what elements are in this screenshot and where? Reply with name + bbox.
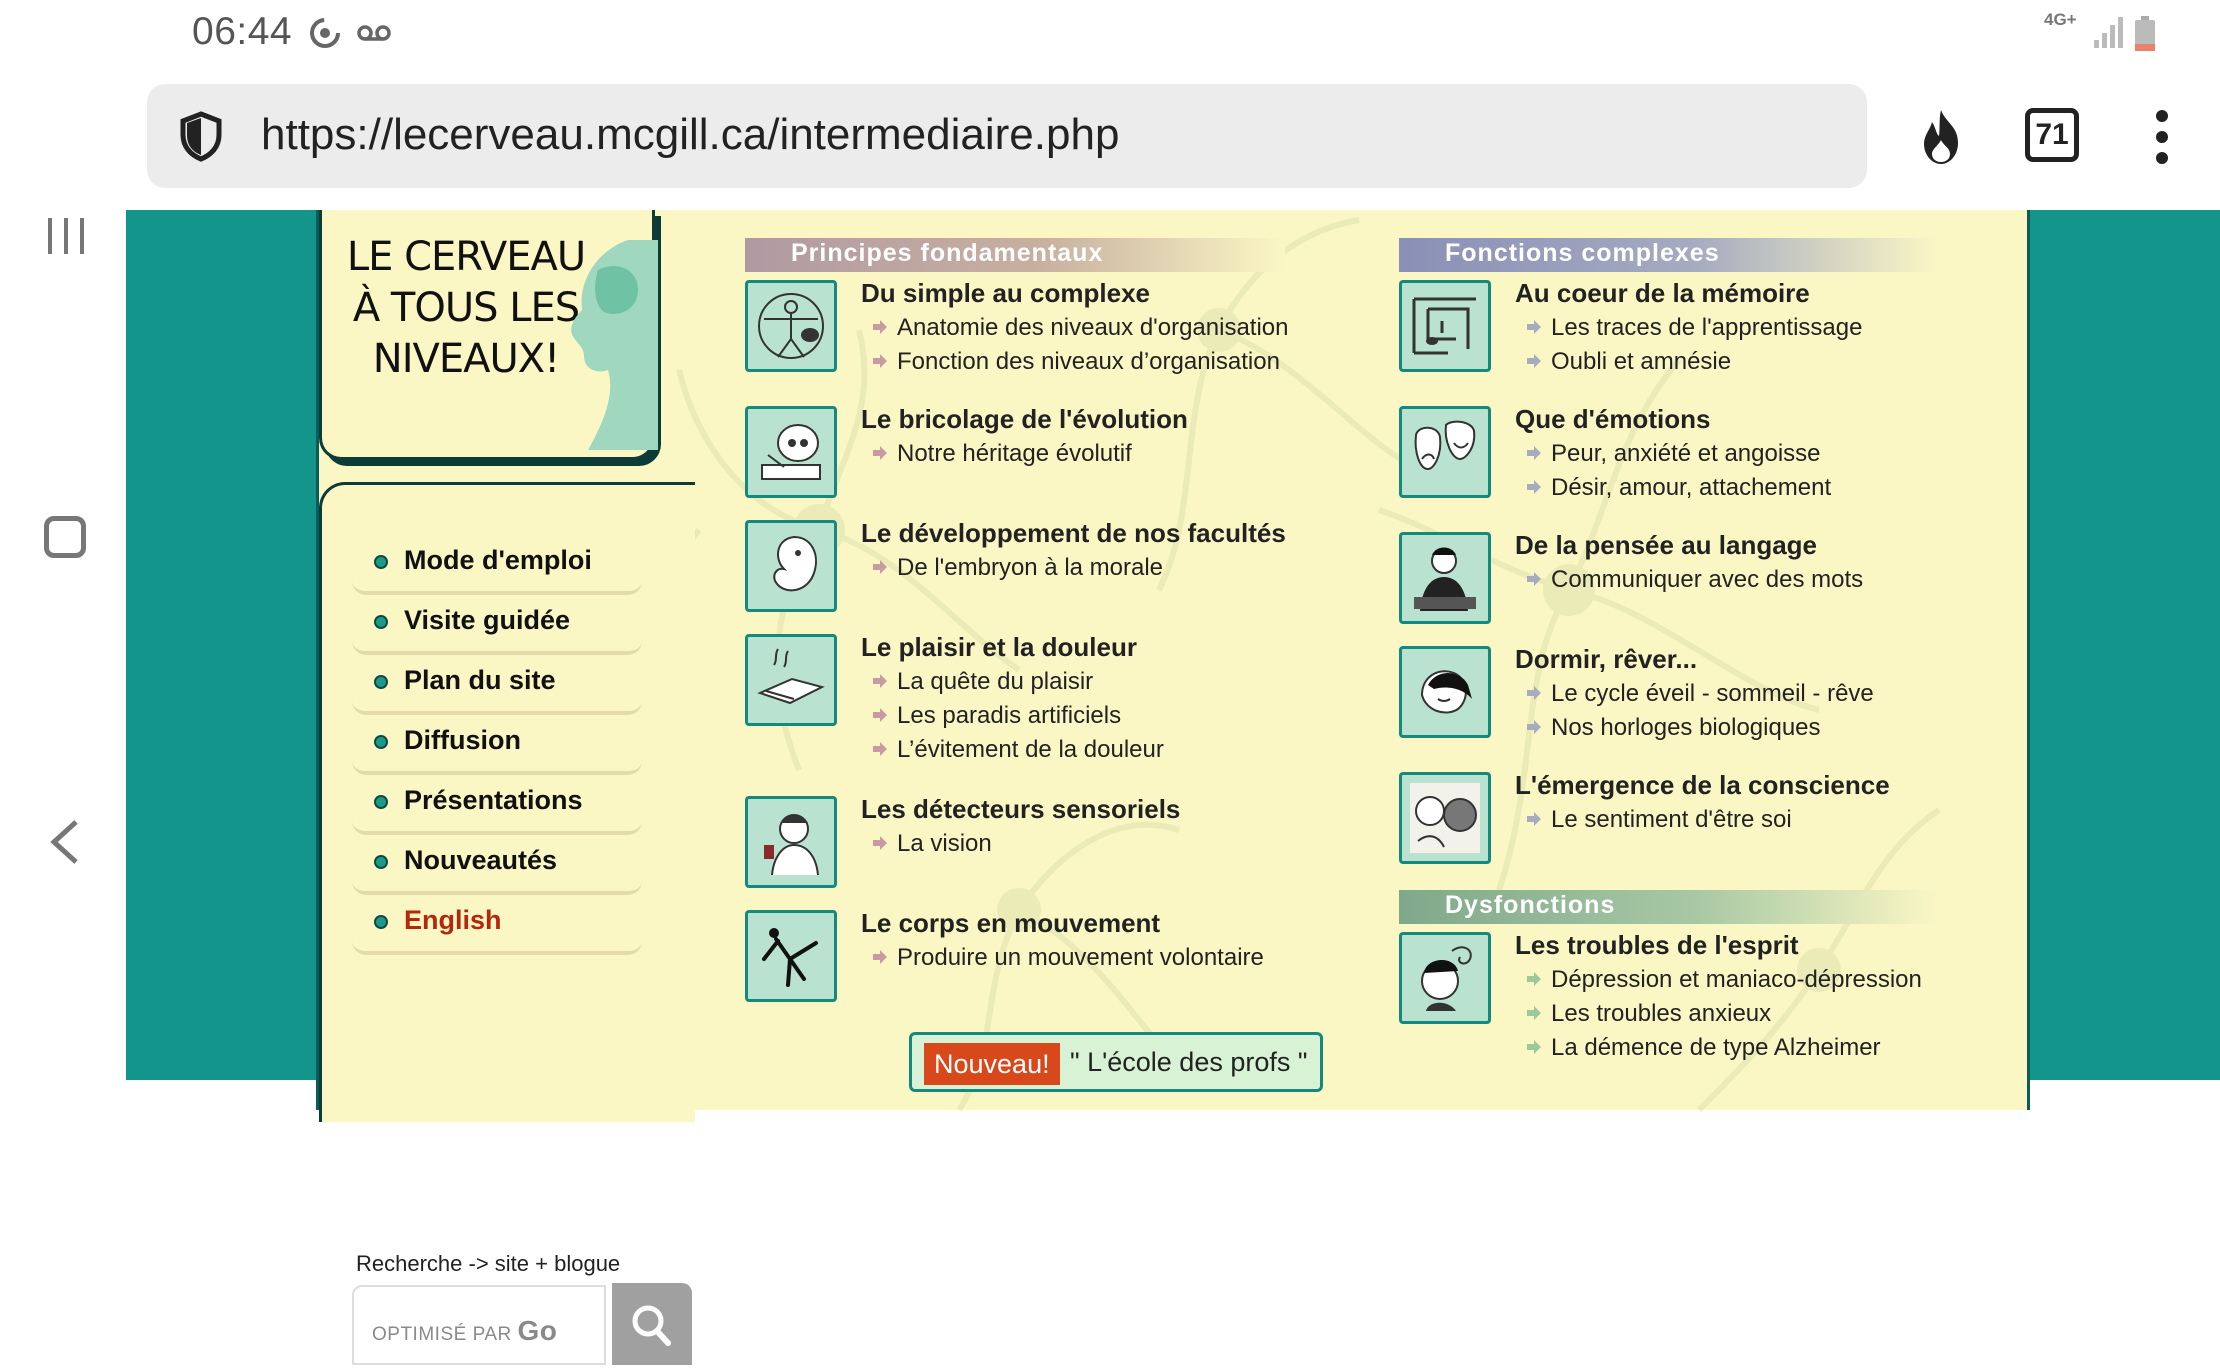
bullet-icon (374, 615, 388, 629)
menu-item-presentations[interactable] (352, 775, 642, 835)
thumb-faces-icon[interactable] (1399, 772, 1491, 864)
entry-sublink[interactable]: Communiquer avec des mots (1515, 566, 1863, 594)
menu-list (352, 535, 642, 955)
thumb-troubled-head-icon[interactable] (1399, 932, 1491, 1024)
thumb-maze-icon[interactable] (1399, 280, 1491, 372)
arrow-icon (1527, 972, 1541, 986)
thumb-speaker-icon[interactable] (1399, 532, 1491, 624)
nouveau-badge: Nouveau! (924, 1043, 1060, 1085)
search-input[interactable] (352, 1285, 606, 1365)
entry-sublink[interactable]: Le cycle éveil - sommeil - rêve (1515, 680, 1874, 708)
bullet-icon (374, 915, 388, 929)
logo-line-2: À TOUS LES (352, 285, 580, 331)
arrow-icon (1527, 686, 1541, 700)
nouveau-text[interactable]: " L'école des profs " (1070, 1047, 1308, 1077)
arrow-icon (873, 836, 887, 850)
menu-item-mode-emploi[interactable] (352, 535, 642, 595)
battery-icon (2134, 16, 2156, 52)
arrow-icon (873, 674, 887, 688)
menu-icon[interactable] (2150, 108, 2174, 166)
menu-item-plan-du-site[interactable] (352, 655, 642, 715)
arrow-icon (873, 320, 887, 334)
search-icon (612, 1283, 692, 1365)
entry-sublink[interactable]: Produire un mouvement volontaire (861, 944, 1264, 972)
shield-icon[interactable] (175, 110, 227, 162)
arrow-icon (1527, 446, 1541, 460)
thumb-dancer-icon[interactable] (745, 910, 837, 1002)
bullet-icon (374, 855, 388, 869)
arrow-icon (873, 742, 887, 756)
content-frame (316, 210, 2030, 1346)
entry-sublink[interactable]: La quête du plaisir (861, 668, 1093, 696)
thumb-vitruvian-icon[interactable] (745, 280, 837, 372)
logo-line-1: LE CERVEAU (346, 234, 586, 280)
thumb-embryo-icon[interactable] (745, 520, 837, 612)
voicemail-icon (356, 16, 392, 50)
arrow-icon (873, 950, 887, 964)
entry-title[interactable]: Le développement de nos facultés (861, 518, 1286, 548)
entry-title[interactable]: Que d'émotions (1515, 404, 1711, 434)
menu-item-label[interactable]: Présentations (404, 785, 583, 815)
entry-sublink[interactable]: Fonction des niveaux d’organisation (861, 348, 1280, 376)
entry-sublink[interactable]: De l'embryon à la morale (861, 554, 1163, 582)
system-navigation-bar (0, 210, 126, 1080)
home-icon[interactable] (44, 516, 86, 558)
entry-sublink[interactable]: Le sentiment d'être soi (1515, 806, 1792, 834)
back-icon[interactable] (48, 818, 82, 866)
menu-item-label[interactable]: Diffusion (404, 725, 521, 755)
arrow-icon (1527, 320, 1541, 334)
bullet-icon (374, 675, 388, 689)
entry-title[interactable]: L'émergence de la conscience (1515, 770, 1890, 800)
logo-line-3: NIVEAUX! (372, 336, 560, 382)
entry-title[interactable]: Du simple au complexe (861, 278, 1150, 308)
entry-sublink[interactable]: Peur, anxiété et angoisse (1515, 440, 1821, 468)
arrow-icon (873, 354, 887, 368)
entry-sublink[interactable]: La démence de type Alzheimer (1515, 1034, 1881, 1062)
menu-item-diffusion[interactable] (352, 715, 642, 775)
section-header-fonctions (1399, 238, 2019, 272)
recent-apps-icon[interactable] (44, 216, 88, 256)
nouveau-banner[interactable] (909, 1032, 1323, 1092)
site-logo[interactable] (319, 210, 655, 460)
web-page (126, 210, 2220, 1346)
signal-icon (2092, 16, 2124, 50)
menu-item-label[interactable]: Plan du site (404, 665, 556, 695)
logo-text (336, 232, 596, 385)
section-title: Dysfonctions (1445, 891, 1616, 919)
menu-item-label[interactable]: Nouveautés (404, 845, 558, 875)
section-header-dysfonctions (1399, 890, 2019, 924)
entry-title[interactable]: Les détecteurs sensoriels (861, 794, 1181, 824)
clock: 06:44 (192, 10, 293, 53)
address-bar[interactable] (147, 84, 1867, 188)
arrow-icon (1527, 354, 1541, 368)
menu-item-nouveautes[interactable] (352, 835, 642, 895)
thumb-skull-icon[interactable] (745, 406, 837, 498)
arrow-icon (1527, 720, 1541, 734)
column-principes (745, 238, 1365, 971)
arrow-icon (1527, 1040, 1541, 1054)
arrow-icon (1527, 1006, 1541, 1020)
thumb-masks-icon[interactable] (1399, 406, 1491, 498)
entry-title[interactable]: Au coeur de la mémoire (1515, 278, 1810, 308)
arrow-icon (1527, 480, 1541, 494)
entry-sublink[interactable]: Dépression et maniaco-dépression (1515, 966, 1922, 994)
entry-sublink[interactable]: Anatomie des niveaux d'organisation (861, 314, 1289, 342)
entry-sublink[interactable]: L’évitement de la douleur (861, 736, 1164, 764)
menu-item-label[interactable]: Visite guidée (404, 605, 571, 635)
entry-title[interactable]: Le plaisir et la douleur (861, 632, 1137, 662)
entry-sublink[interactable]: La vision (861, 830, 992, 858)
search-placeholder: OPTIMISÉ PAR Go (372, 1315, 558, 1346)
thumb-taster-icon[interactable] (745, 796, 837, 888)
search-label: Recherche -> site + blogue (356, 1251, 621, 1276)
menu-item-english[interactable] (352, 895, 642, 955)
url-text[interactable]: https://lecerveau.mcgill.ca/intermediaire.php (261, 110, 1120, 159)
column-fonctions (1399, 238, 2019, 1061)
entry-title[interactable]: Le bricolage de l'évolution (861, 404, 1188, 434)
entry-title[interactable]: Le corps en mouvement (861, 908, 1161, 938)
menu-item-visite-guidee[interactable] (352, 595, 642, 655)
arrow-icon (1527, 572, 1541, 586)
status-bar (0, 0, 2220, 64)
sidebar-menu (319, 482, 695, 1346)
entry-sublink[interactable]: Désir, amour, attachement (1515, 474, 1831, 502)
arrow-icon (873, 708, 887, 722)
entry-title[interactable]: Dormir, rêver... (1515, 644, 1698, 674)
entry-sublink[interactable]: Les traces de l'apprentissage (1515, 314, 1862, 342)
bullet-icon (374, 555, 388, 569)
entry-sublink[interactable]: Les troubles anxieux (1515, 1000, 1771, 1028)
entry-sublink[interactable]: Notre héritage évolutif (861, 440, 1132, 468)
menu-item-label[interactable]: English (404, 905, 502, 935)
arrow-icon (1527, 812, 1541, 826)
thumb-bed-icon[interactable] (745, 634, 837, 726)
entry-title[interactable]: De la pensée au langage (1515, 530, 1818, 560)
bullet-icon (374, 795, 388, 809)
sync-icon (308, 16, 342, 50)
tabs-button[interactable]: 71 (2025, 108, 2079, 162)
bullet-icon (374, 735, 388, 749)
entry-sublink[interactable]: Nos horloges biologiques (1515, 714, 1821, 742)
section-title: Principes fondamentaux (791, 239, 1104, 267)
section-title: Fonctions complexes (1445, 239, 1720, 267)
search-button[interactable] (612, 1283, 692, 1365)
entry-title[interactable]: Les troubles de l'esprit (1515, 930, 1799, 960)
arrow-icon (873, 560, 887, 574)
section-header-principes (745, 238, 1365, 272)
head-silhouette-icon (558, 240, 658, 450)
thumb-sleeper-icon[interactable] (1399, 646, 1491, 738)
arrow-icon (873, 446, 887, 460)
fire-icon[interactable] (1912, 108, 1970, 166)
entry-sublink[interactable]: Oubli et amnésie (1515, 348, 1731, 376)
entry-sublink[interactable]: Les paradis artificiels (861, 702, 1121, 730)
menu-item-label[interactable]: Mode d'emploi (404, 545, 592, 575)
network-type-label: 4G+ (2044, 10, 2077, 29)
